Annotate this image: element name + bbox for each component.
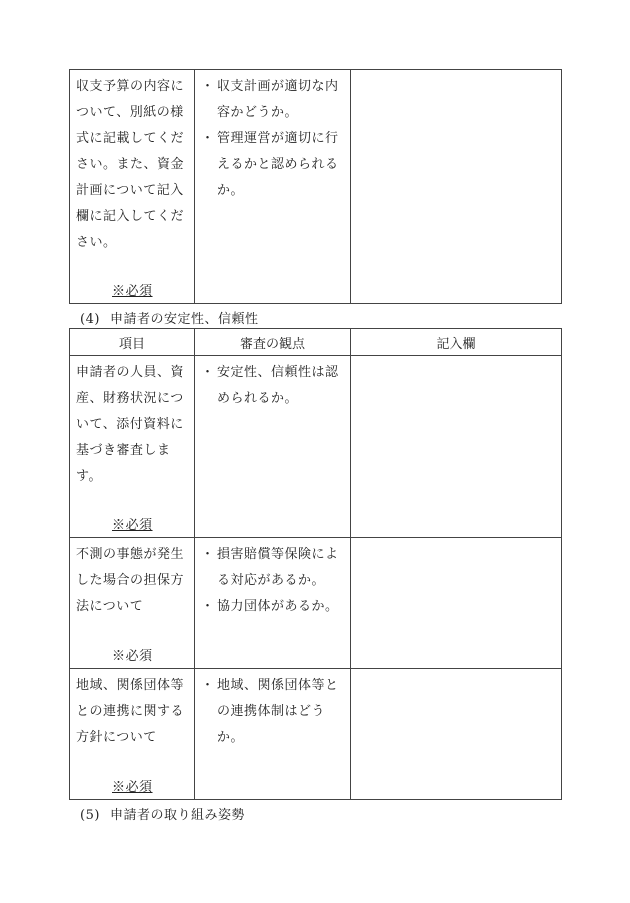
- criteria-cell: [195, 538, 351, 669]
- entry-cell[interactable]: [351, 70, 562, 304]
- required-mark: ※必須: [112, 649, 153, 664]
- stability-table: [69, 328, 562, 800]
- item-text: 収支予算の内容について、別紙の様式に記載してください。また、資金計画について記入欄に記入してください。: [76, 79, 185, 250]
- entry-cell[interactable]: [351, 356, 562, 538]
- criteria-cell: [195, 356, 351, 538]
- criteria-item: ・ 収支計画が適切な内容かどうか。: [201, 79, 339, 120]
- header-item: 項目: [70, 329, 195, 356]
- item-cell: [70, 538, 195, 669]
- header-row: [70, 329, 562, 356]
- item-text: 地域、関係団体等との連携に関する方針について: [76, 678, 185, 745]
- criteria-cell: [195, 669, 351, 800]
- table-row: [70, 538, 562, 669]
- item-text: 不測の事態が発生した場合の担保方法について: [76, 547, 185, 614]
- required-mark: ※必須: [112, 780, 153, 795]
- table-row: [70, 70, 562, 304]
- budget-table: [69, 69, 562, 304]
- item-text: 申請者の人員、資産、財務状況について、添付資料に基づき審査します。: [76, 365, 185, 484]
- header-entry: 記入欄: [351, 329, 562, 356]
- criteria-cell: [195, 70, 351, 304]
- item-cell: [70, 356, 195, 538]
- criteria-item: ・ 地域、関係団体等との連携体制はどうか。: [201, 678, 339, 745]
- entry-cell[interactable]: [351, 669, 562, 800]
- required-mark: ※必須: [112, 284, 153, 299]
- header-criteria: 審査の観点: [195, 329, 351, 356]
- required-mark: ※必須: [112, 518, 153, 533]
- criteria-item: ・ 損害賠償等保険による対応があるか。: [201, 547, 339, 588]
- section-heading: (4) 申請者の安定性、信頼性: [80, 312, 259, 327]
- item-cell: [70, 669, 195, 800]
- section-heading: (5) 申請者の取り組み姿勢: [80, 808, 246, 823]
- table-row: [70, 356, 562, 538]
- item-cell: [70, 70, 195, 304]
- criteria-item: ・ 安定性、信頼性は認められるか。: [201, 365, 339, 406]
- criteria-item: ・ 協力団体があるか。: [201, 599, 339, 614]
- entry-cell[interactable]: [351, 538, 562, 669]
- criteria-item: ・ 管理運営が適切に行えるかと認められるか。: [201, 131, 339, 198]
- table-row: [70, 669, 562, 800]
